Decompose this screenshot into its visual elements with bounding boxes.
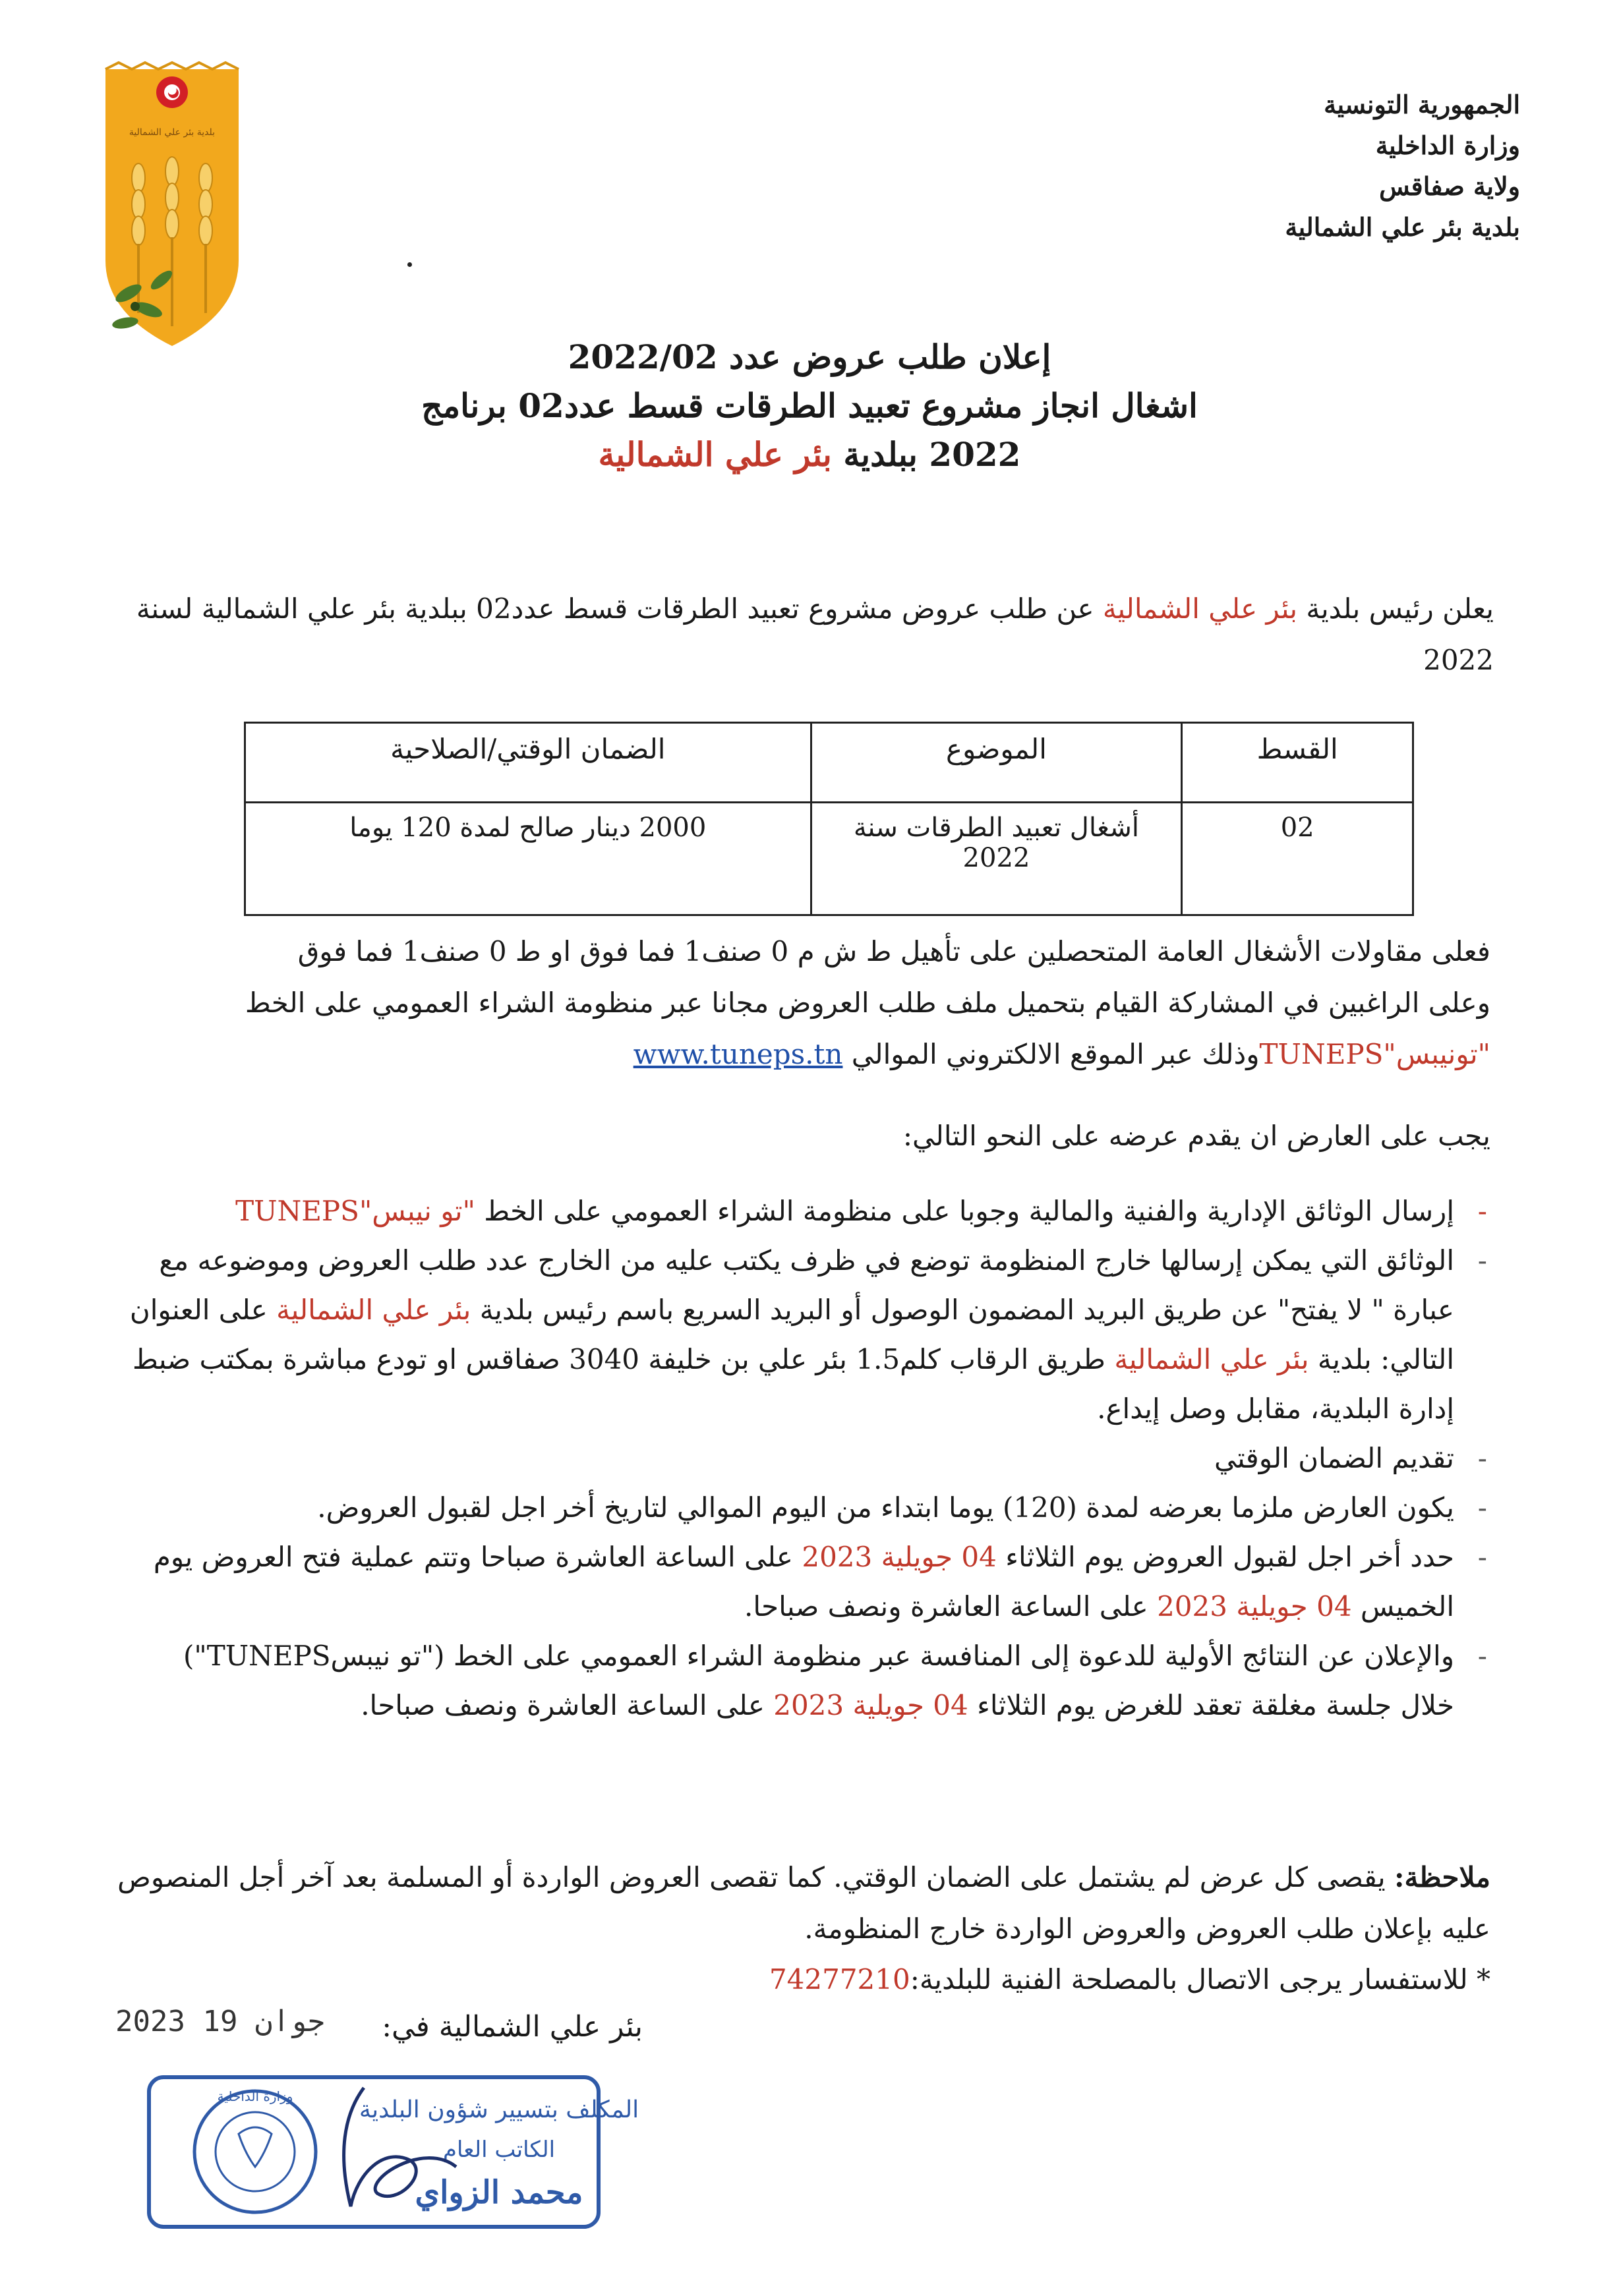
header-municipality: بلدية بئر علي الشمالية [1285,212,1520,242]
website-line [113,1029,1490,1080]
title-line-2: اشغال انجاز مشروع تعبيد الطرقات قسط عدد02 برنامج [421,386,1198,425]
stray-dot [407,262,412,267]
date-stamp: 2023 جوان 19 [115,2005,325,2038]
item3-text: تقديم الضمان الوقتي [1214,1442,1454,1474]
bullet-dash: - [1477,1442,1487,1474]
header-ministry: وزارة الداخلية [1375,130,1520,160]
note-label: ملاحظة: [1394,1861,1490,1893]
item5-date1: 04 جويلية 2023 [802,1541,997,1573]
intro-municipality: بئر علي الشمالية [1102,592,1298,625]
item2-municipality1: بئر علي الشمالية [276,1294,471,1326]
table-cell-guarantee: 2000 دينار صالح لمدة 120 يوما [245,803,811,915]
intro-part2: عن طلب عروض مشروع تعبيد الطرقات قسط عدد02 ببلدية بئر علي الشمالية لسنة 2022 [136,592,1494,676]
header-republic: الجمهورية التونسية [1324,90,1520,119]
list-item [129,1483,1487,1532]
bullet-dash: - [1477,1491,1487,1524]
table-header-row [245,723,1413,803]
table-row [245,803,1413,915]
list-item [129,1433,1487,1483]
item6-text1: والإعلان عن النتائج الأولية للدعوة إلى المنافسة عبر منظومة الشراء العمومي على الخط ("تو نيبسTUNEPS") خلال جلسة مغلقة تعقد للغرض يوم الثلاثاء [183,1640,1454,1721]
title-line-3 [0,430,1619,479]
item1-text: إرسال الوثائق الإدارية والفنية والمالية وجوبا على منظومة الشراء العمومي على الخط [475,1195,1454,1227]
list-item [129,1186,1487,1236]
bullet-dash: - [1477,1640,1487,1672]
eligibility-line: فعلى مقاولات الأشغال العامة المتحصلين على تأهيل ط ش م 0 صنف1 فما فوق او ط 0 صنف1 فما فوق [297,935,1490,967]
item2-text1: الوثائق التي يمكن إرسالها خارج المنظومة توضع في ظرف يكتب عليه من الخارج عدد طلب العروض وموضوعه مع عبارة " لا يفتح" عن طريق البريد المضمون الوصول أو البريد السريع باسم رئيس بلدية [159,1244,1454,1326]
stamp-line-2: الكاتب العام [442,2137,556,2163]
submission-intro: يجب على العارض ان يقدم عرضه على النحو التالي: [902,1120,1490,1152]
stamp-line-3: محمد الزواي [415,2174,583,2211]
table-cell-lot: 02 [1182,803,1413,915]
list-item [129,1532,1487,1631]
requirements-list [129,1186,1487,1730]
eligibility-paragraph [113,926,1490,1080]
table-header-guarantee: الضمان الوقتي/الصلاحية [245,723,811,803]
contact-line [113,1954,1490,2005]
logo-text: بلدية بئر علي الشمالية [129,127,216,138]
note-text: يقصى كل عرض لم يشتمل على الضمان الوقتي. كما تقصى العروض الواردة أو المسلمة بعد آخر أجل المنصوص عليه بإعلان طلب العروض والعروض الواردة خارج المنظومة. [117,1861,1490,1945]
bullet-dash: - [1477,1244,1487,1277]
lots-table [244,722,1414,916]
title-municipality-name: بئر علي الشمالية [598,435,832,474]
note-paragraph [113,1852,1490,1955]
table-header-lot: القسط [1182,723,1413,803]
item5-text1: حدد أخر اجل لقبول العروض يوم الثلاثاء [996,1541,1454,1573]
title-line-3-text: 2022 ببلدية [831,435,1021,474]
document-title [0,333,1619,479]
item5-date2: 04 جويلية 2023 [1157,1590,1352,1622]
bullet-dash: - [1477,1541,1487,1573]
table-cell-subject: أشغال تعبيد الطرقات سنة 2022 [811,803,1182,915]
municipality-logo [99,63,245,353]
list-item [129,1236,1487,1433]
item2-municipality2: بئر علي الشمالية [1114,1343,1309,1375]
stamp-line-1: المكلف بتسيير شؤون البلدية [359,2096,639,2123]
item6-date: 04 جويلية 2023 [773,1689,968,1721]
table-header-subject: الموضوع [811,723,1182,803]
signature-place: بئر علي الشمالية في: [382,2010,643,2044]
round-stamp-text: وزارة الداخلية [217,2088,293,2104]
item2-text2: على العنوان التالي: بلدية [129,1294,1454,1375]
download-line: وعلى الراغبين في المشاركة القيام بتحميل ملف طلب العروض مجانا عبر منظومة الشراء العمومي على الخط [245,987,1490,1019]
item5-text3: على الساعة العاشرة ونصف صباحا. [744,1590,1158,1622]
contact-phone: 74277210 [769,1963,910,1995]
list-item [129,1631,1487,1730]
item4-text: يكون العارض ملزما بعرضه لمدة (120) يوما ابتداء من اليوم الموالي لتاريخ أخر اجل لقبول العروض. [317,1491,1454,1524]
item2-text3: طريق الرقاب كلم1.5 بئر علي بن خليفة 3040 صفاقس او تودع مباشرة بمكتب ضبط إدارة البلدية، مقابل وصل إيداع. [132,1343,1454,1425]
official-stamp [146,2075,639,2229]
item1-tuneps: "تو نيبس"TUNEPS [235,1195,475,1227]
website-text: وذلك عبر الموقع الالكتروني الموالي [842,1038,1260,1070]
official-header [1059,84,1520,248]
item5-text2: على الساعة العاشرة صباحا وتتم عملية فتح العروض يوم الخميس [153,1541,1454,1622]
title-line-1: إعلان طلب عروض عدد 2022/02 [568,337,1051,376]
tuneps-link[interactable]: www.tuneps.tn [633,1038,843,1070]
intro-paragraph [129,583,1494,686]
item6-text2: على الساعة العاشرة ونصف صباحا. [361,1689,774,1721]
tuneps-label: "تونيبس"TUNEPS [1259,1038,1490,1070]
intro-part1: يعلن رئيس بلدية [1297,592,1494,625]
contact-text: * للاستفسار يرجى الاتصال بالمصلحة الفنية للبلدية: [910,1963,1490,1995]
header-governorate: ولاية صفاقس [1379,171,1520,201]
bullet-dash: - [1477,1195,1487,1227]
